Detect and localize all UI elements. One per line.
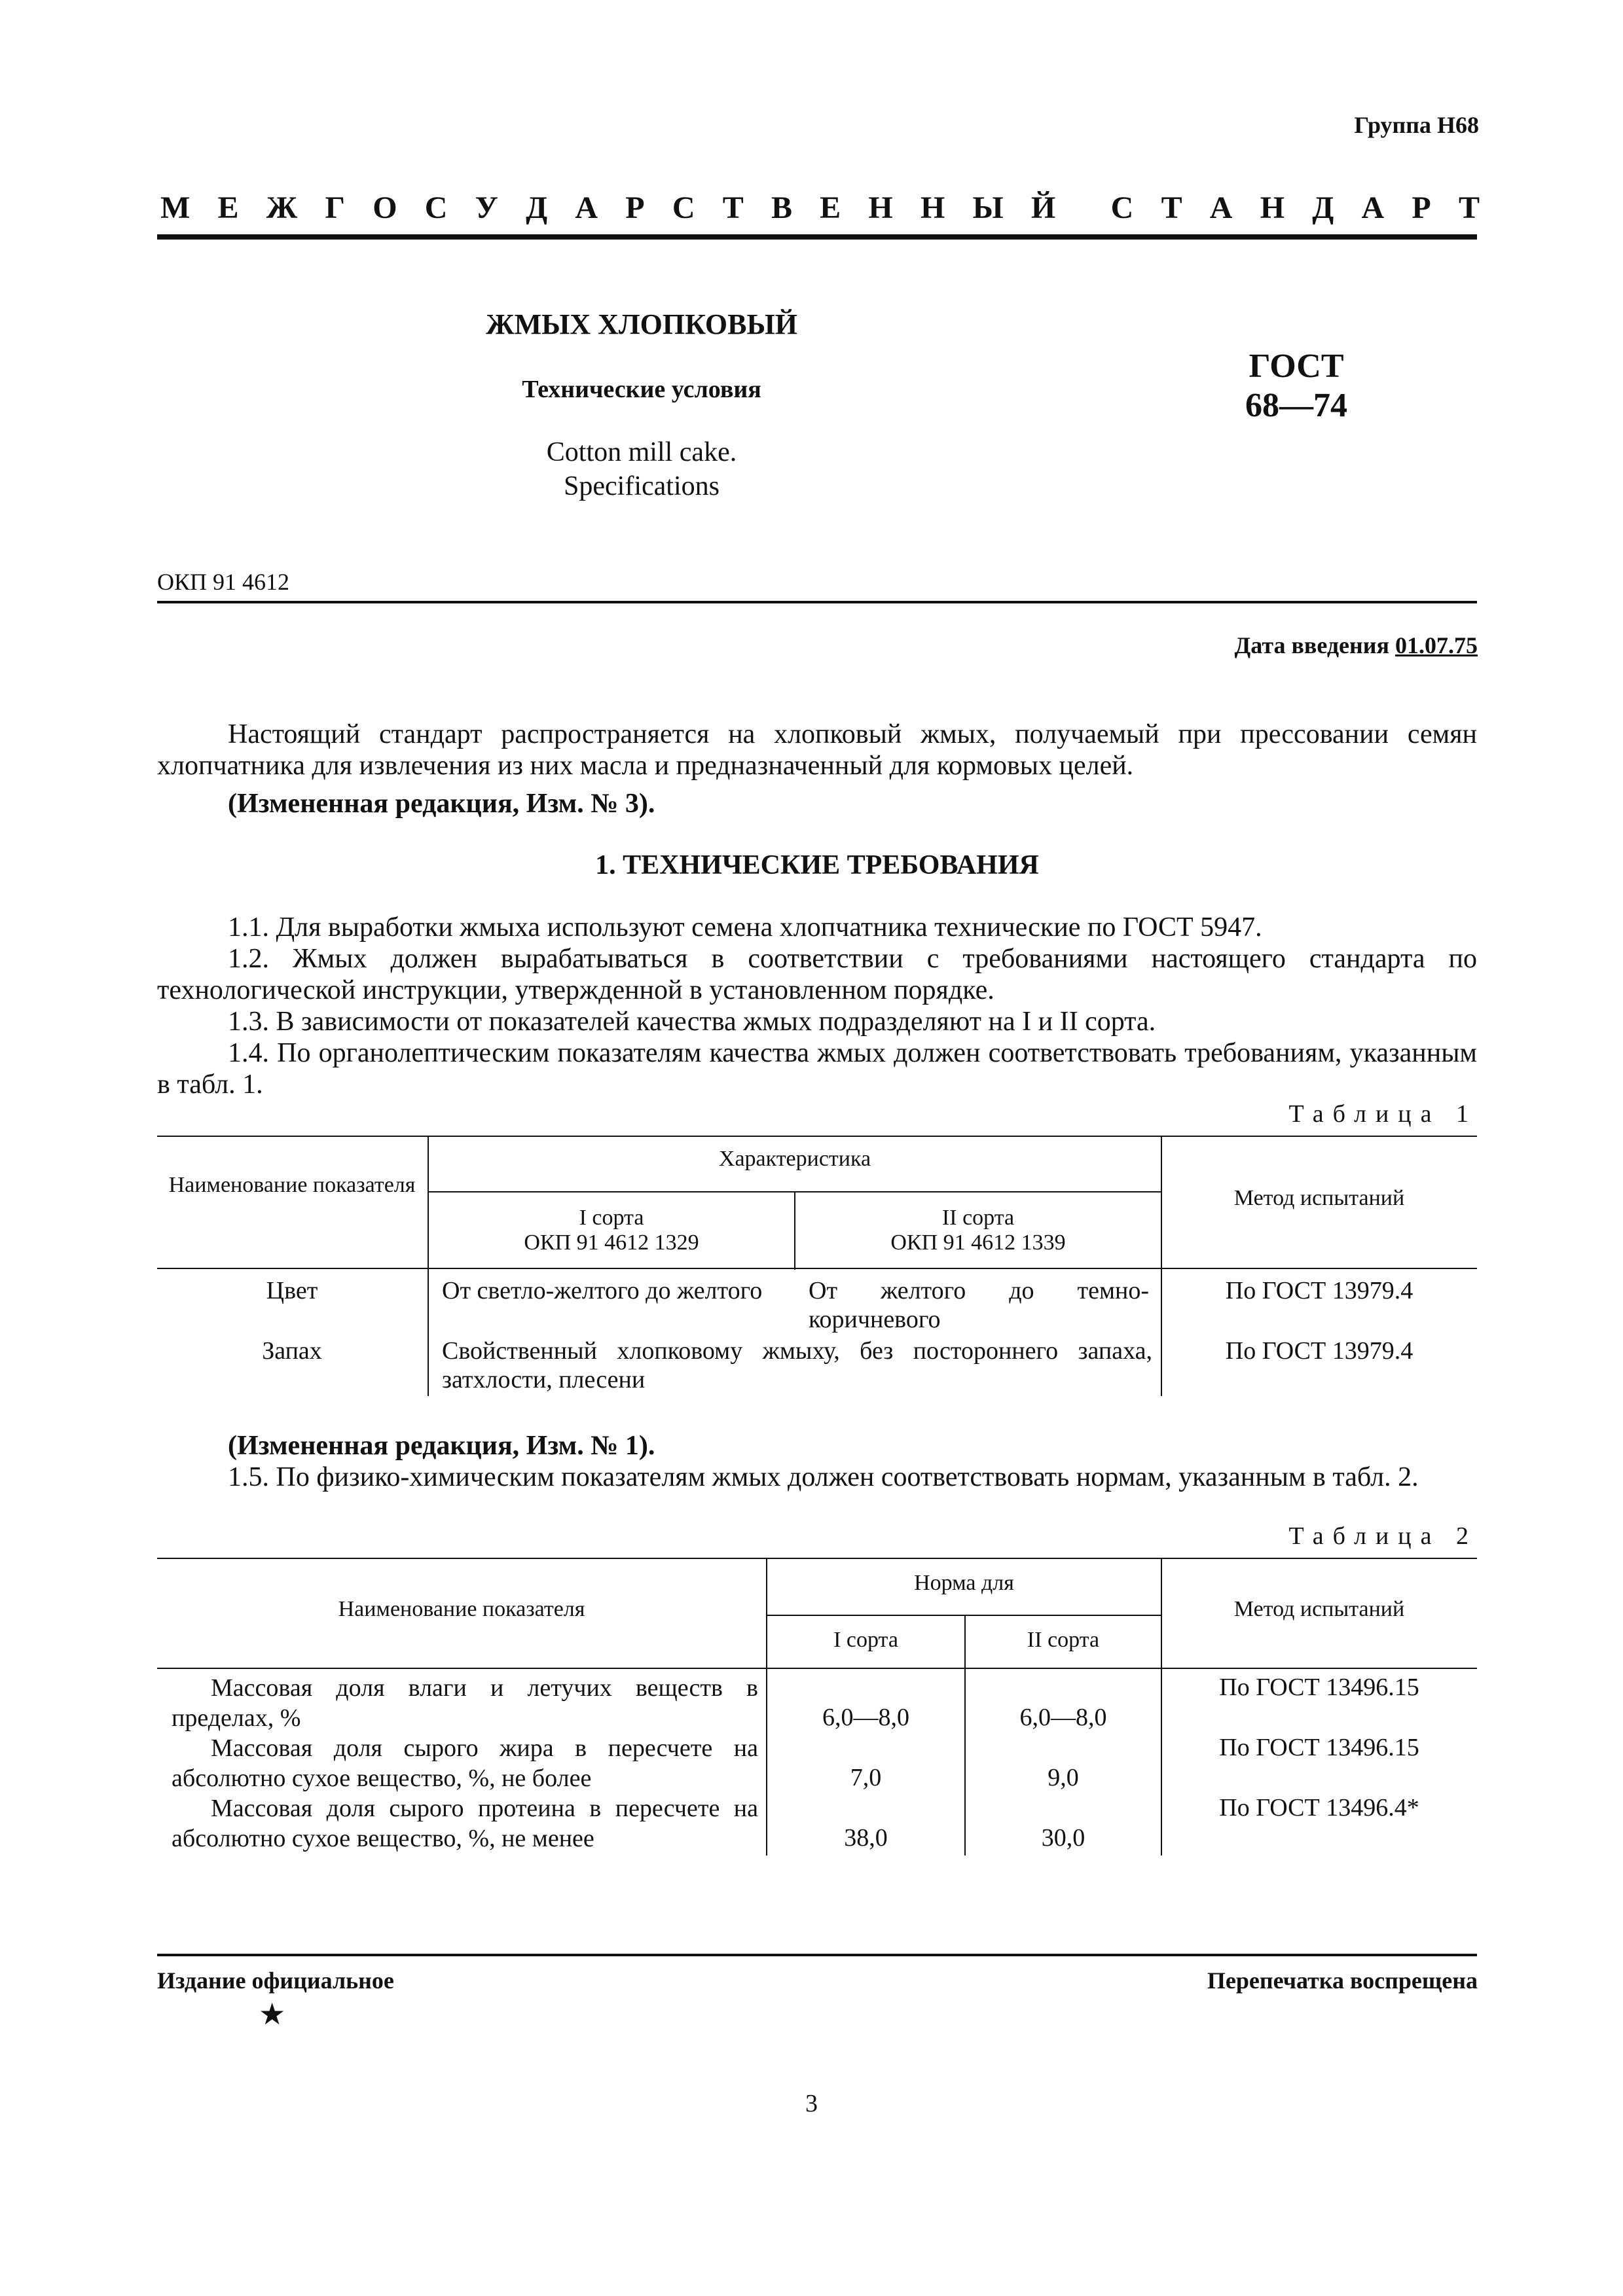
banner-letter: Р: [625, 190, 645, 225]
banner-letter: Й: [1030, 190, 1056, 225]
clause-1-5: [157, 1462, 1477, 1493]
table-1-top-rule: [157, 1136, 1477, 1137]
amendment-1: [157, 1430, 1477, 1462]
table-1-caption: Таблица 1: [1288, 1100, 1478, 1128]
table-2-cell-name: Массовая доля влаги и летучих веществ в пределах, %: [172, 1674, 758, 1732]
table-2-cell-method: По ГОСТ 13496.4*: [1219, 1794, 1419, 1821]
banner-letter: Д: [526, 190, 548, 225]
banner-letter: С: [1110, 190, 1134, 225]
banner-letter: С: [672, 190, 695, 225]
gost-label: ГОСТ: [1249, 348, 1344, 385]
table-1-grade-2-label: II сорта: [941, 1206, 1015, 1230]
document-title: ЖМЫХ ХЛОПКОВЫЙ: [486, 308, 797, 340]
banner-letter: У: [475, 190, 498, 225]
table-1-cell-grade-2: От желтого до темно-коричневого: [809, 1277, 1149, 1333]
banner-letter: А: [1361, 190, 1385, 225]
intro-amendment-text: (Измененная редакция, Изм. № 3).: [228, 789, 655, 819]
table-1-cell-grade-1: От светло-желтого до желтого: [442, 1277, 763, 1304]
banner-letter: Т: [1161, 190, 1182, 225]
reprint-prohibited-label: Перепечатка воспрещена: [1207, 1967, 1478, 1994]
banner-letter: О: [373, 190, 397, 225]
banner-letter: Ж: [266, 190, 298, 225]
clause-1-2: [157, 943, 1477, 1006]
clause-1-5-text: 1.5. По физико-химическим показателям жмых должен соответствовать нормам, указанным в табл. 2.: [228, 1462, 1419, 1492]
table-1-cell-name: Цвет: [266, 1277, 318, 1304]
clause-1-3: [157, 1006, 1477, 1037]
banner-letter: В: [771, 190, 792, 225]
table-1-cell-name: Запах: [262, 1337, 322, 1365]
introduction-date-value: 01.07.75: [1395, 632, 1478, 658]
okp-rule: [157, 601, 1477, 603]
table-2-header-grade-1: I сорта: [833, 1628, 898, 1652]
footer-rule: [157, 1954, 1477, 1956]
table-2-cell-grade-1: 7,0: [850, 1764, 882, 1791]
table-1-grade-1-okp: ОКП 91 4612 1329: [524, 1230, 699, 1255]
banner-letter: Д: [1312, 190, 1334, 225]
intro-paragraph: [157, 719, 1477, 781]
table-2-cell-grade-2: 6,0—8,0: [1019, 1704, 1107, 1731]
table-2-header-name: Наименование показателя: [338, 1597, 585, 1621]
table-1-header-grade-2: [795, 1206, 1161, 1255]
clause-1-4-text: 1.4. По органолептическим показателям качества жмых должен соответствовать требованиям, указанным в табл. 1.: [157, 1038, 1477, 1100]
section-title: 1. ТЕХНИЧЕСКИЕ ТРЕБОВАНИЯ: [595, 850, 1039, 880]
banner-letter: Е: [217, 190, 239, 225]
table-1-header-grade-1: [429, 1206, 794, 1255]
english-title-line-2: Specifications: [564, 471, 720, 501]
intro-amendment: [157, 788, 1477, 819]
table-2-cell-method: По ГОСТ 13496.15: [1219, 1674, 1419, 1701]
table-1-hline: [428, 1191, 1161, 1193]
banner-letter: Т: [722, 190, 744, 225]
banner-letter: Р: [1412, 190, 1431, 225]
banner-letter: М: [160, 190, 191, 225]
table-2-cell-grade-2: 9,0: [1048, 1764, 1079, 1791]
amendment-1-text: (Измененная редакция, Изм. № 1).: [228, 1431, 655, 1461]
banner-letter: Т: [1458, 190, 1480, 225]
table-2-header-grade-2: II сорта: [1027, 1628, 1100, 1652]
banner-letter: Н: [868, 190, 893, 225]
table-2-cell-grade-1: 6,0—8,0: [822, 1704, 909, 1731]
star-icon: ★: [259, 1998, 286, 2031]
header-rule: [157, 234, 1477, 240]
page-number: 3: [805, 2090, 818, 2117]
table-1-header-rule: [157, 1268, 1477, 1269]
table-2-cell-grade-2: 30,0: [1041, 1824, 1085, 1852]
introduction-date: [1235, 632, 1478, 659]
table-2-cell-name: Массовая доля сырого жира в пересчете на абсолютно сухое вещество, %, не более: [172, 1734, 758, 1792]
banner-letter: Н: [1260, 190, 1285, 225]
table-2-header-rule: [157, 1668, 1477, 1669]
table-2-cell-name: Массовая доля сырого протеина в пересчете на абсолютно сухое вещество, %, не менее: [172, 1795, 758, 1852]
table-2-caption: Таблица 2: [1288, 1522, 1478, 1550]
intro-text: Настоящий стандарт распространяется на хлопковый жмых, получаемый при прессовании семян хлопчатника для извлечения из них масла и предназначенный для кормовых целей.: [157, 719, 1477, 781]
gost-code: 68—74: [1245, 387, 1347, 424]
table-1-header-characteristic: Характеристика: [718, 1147, 871, 1171]
banner-letter: А: [1209, 190, 1233, 225]
table-2-cell-grade-1: 38,0: [844, 1824, 888, 1852]
table-1-header-method: Метод испытаний: [1233, 1186, 1405, 1210]
table-1-vline: [428, 1136, 429, 1396]
table-2-header-norm: Норма для: [914, 1571, 1014, 1595]
table-2-header-method: Метод испытаний: [1233, 1597, 1405, 1621]
table-1-cell-method: По ГОСТ 13979.4: [1225, 1277, 1413, 1304]
table-1-cell-both-grades: Свойственный хлопковому жмыху, без постороннего запаха, затхлости, плесени: [442, 1337, 1152, 1393]
banner-letter: Г: [325, 190, 345, 225]
official-edition-label: Издание официальное: [157, 1967, 394, 1994]
table-1-grade-1-label: I сорта: [579, 1206, 644, 1230]
banner-letter: Е: [820, 190, 841, 225]
standard-banner: [160, 190, 1480, 226]
clause-1-3-text: 1.3. В зависимости от показателей качества жмых подразделяют на I и II сорта.: [228, 1007, 1156, 1037]
gost-number: [1211, 347, 1381, 425]
table-2-hline: [766, 1615, 1161, 1616]
group-label: Группа Н68: [1354, 112, 1479, 138]
english-title: [458, 435, 825, 503]
table-1-cell-method: По ГОСТ 13979.4: [1225, 1337, 1413, 1365]
banner-letter: С: [424, 190, 448, 225]
document-subtitle: Технические условия: [522, 376, 761, 403]
banner-letter: Н: [920, 190, 945, 225]
banner-letter: Ы: [972, 190, 1004, 225]
banner-letter: А: [575, 190, 598, 225]
table-2-top-rule: [157, 1558, 1477, 1559]
clause-1-1-text: 1.1. Для выработки жмыха используют семена хлопчатника технические по ГОСТ 5947.: [228, 912, 1262, 942]
clause-1-4: [157, 1037, 1477, 1100]
introduction-date-label: Дата введения: [1234, 632, 1389, 658]
table-2-cell-method: По ГОСТ 13496.15: [1219, 1734, 1419, 1761]
english-title-line-1: Cotton mill cake.: [546, 437, 737, 467]
table-1-grade-2-okp: ОКП 91 4612 1339: [890, 1230, 1066, 1255]
clause-1-1: [157, 912, 1477, 943]
clause-1-2-text: 1.2. Жмых должен вырабатываться в соответствии с требованиями настоящего стандарта по технологической инструкции, утвержденной в установленном порядке.: [157, 944, 1477, 1005]
okp-code: ОКП 91 4612: [157, 569, 290, 595]
table-1-header-name: Наименование показателя: [168, 1173, 416, 1197]
